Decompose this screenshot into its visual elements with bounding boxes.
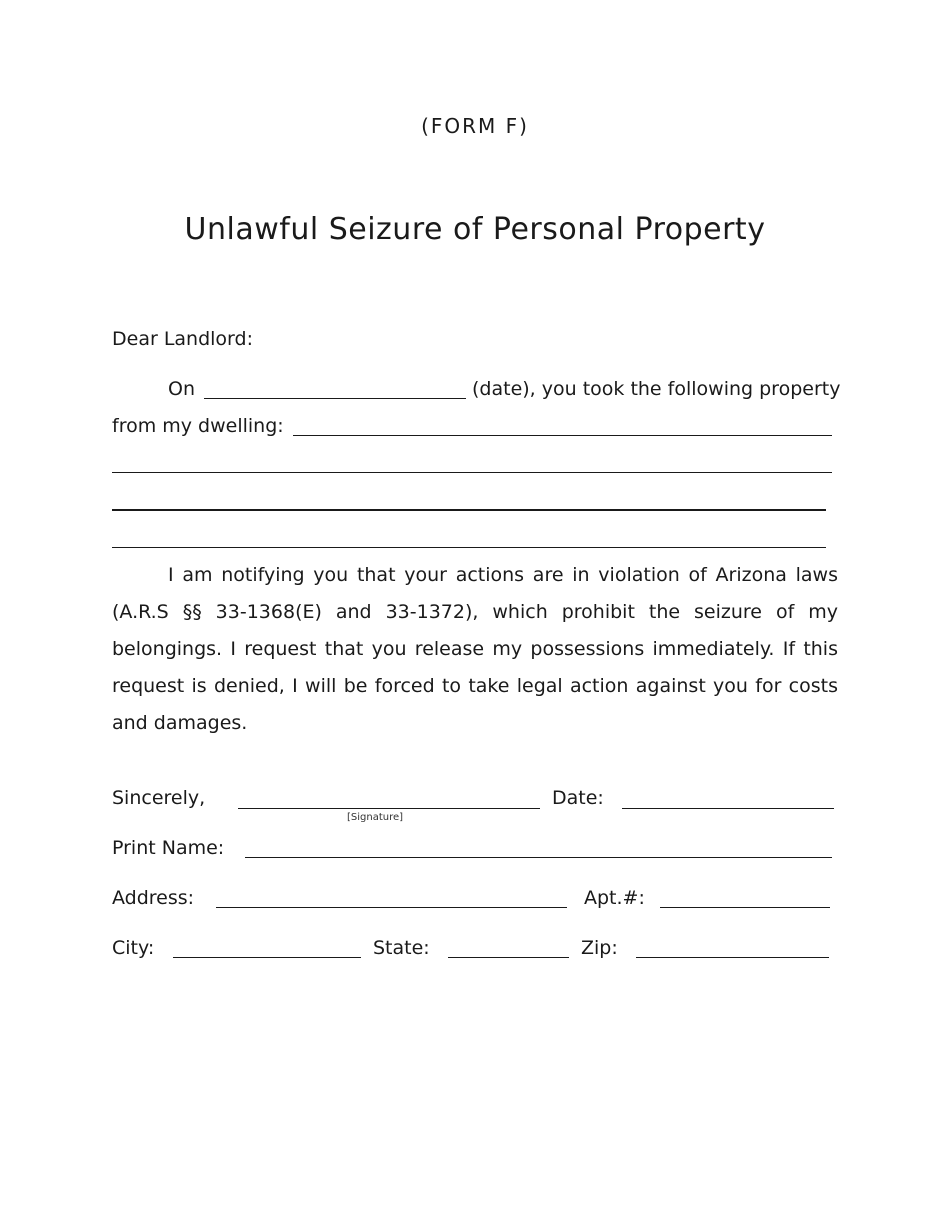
- salutation: Dear Landlord:: [112, 328, 253, 350]
- signature-caption: [Signature]: [347, 812, 404, 823]
- date-label: Date:: [552, 787, 604, 809]
- form-id: (FORM F): [421, 114, 529, 138]
- zip-label: Zip:: [581, 937, 618, 959]
- sincerely-label: Sincerely,: [112, 787, 206, 809]
- notice-paragraph: I am notifying you that your actions are in violation of Arizona laws (A.R.S §§ 33-1368(E) and 33-1372), which prohibit the seizure of my belongings. I request that you release my possessions immediately. If this request is denied, I will be forced to take legal action against you for costs and damages.: [112, 564, 838, 734]
- signed-date-field[interactable]: [622, 808, 834, 809]
- apt-label: Apt.#:: [584, 887, 645, 909]
- city-field[interactable]: [173, 957, 361, 958]
- apt-field[interactable]: [660, 907, 830, 908]
- on-label: On: [168, 378, 195, 400]
- print-name-label: Print Name:: [112, 837, 225, 859]
- incident-date-field[interactable]: [204, 398, 466, 399]
- dwelling-label: from my dwelling:: [112, 415, 284, 437]
- zip-field[interactable]: [636, 957, 829, 958]
- address-field[interactable]: [216, 907, 567, 908]
- property-field-line-4[interactable]: [112, 547, 826, 548]
- signature-field[interactable]: [238, 808, 540, 809]
- city-label: City:: [112, 937, 155, 959]
- date-suffix-text: (date), you took the following property: [472, 378, 841, 400]
- property-field-line-1[interactable]: [293, 435, 832, 436]
- page-title: Unlawful Seizure of Personal Property: [184, 212, 766, 247]
- print-name-field[interactable]: [245, 857, 832, 858]
- property-field-line-2[interactable]: [112, 472, 832, 473]
- address-label: Address:: [112, 887, 195, 909]
- state-label: State:: [373, 937, 430, 959]
- state-field[interactable]: [448, 957, 569, 958]
- property-field-line-3[interactable]: [112, 509, 826, 511]
